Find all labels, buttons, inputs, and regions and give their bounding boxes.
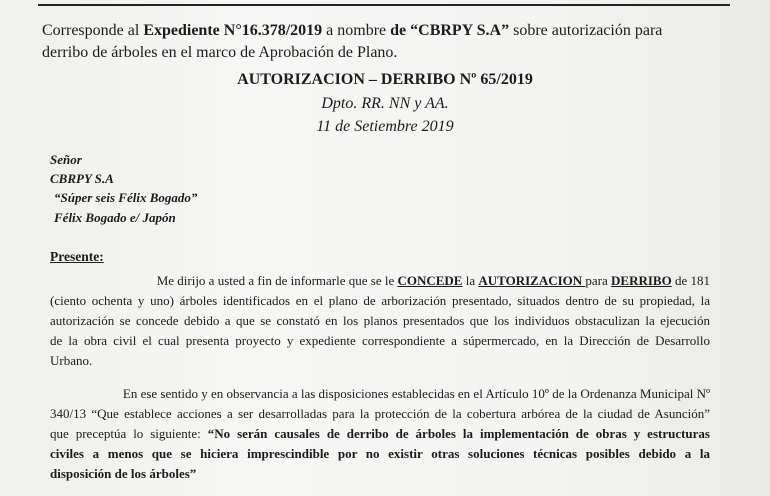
derribo-keyword: DERRIBO (611, 273, 672, 288)
address-line-3: “Súper seis Félix Bogado” (54, 190, 198, 205)
address-line-1: Señor (50, 152, 82, 167)
paragraph-text: para (585, 273, 612, 288)
subject-line-1 (42, 22, 662, 40)
paragraph-1-line-5: Urbano. (50, 353, 93, 368)
paragraph-1-line-2: (ciento ochenta y uno) árboles identificados en el plano de arborización presentado, situados dentro de su propiedad, la (50, 293, 710, 308)
address-line-4: Félix Bogado e/ Japón (54, 210, 176, 225)
company-name: de “CBRPY S.A” (390, 22, 510, 39)
subject-line-2: derribo de árboles en el marco de Aprobación de Plano. (42, 44, 398, 61)
subject-text: sobre autorización para (509, 22, 663, 39)
greeting: Presente: (50, 249, 104, 264)
paragraph-text: de 181 (671, 273, 710, 288)
paragraph-text: la (462, 273, 479, 288)
paragraph-2-line-2: 340/13 “Que establece acciones a ser desarrolladas para la protección de la cobertura arbórea de la ciudad de Asunción” (50, 406, 710, 421)
autorizacion-keyword: AUTORIZACION (478, 273, 586, 288)
paragraph-1-line-1 (108, 273, 710, 289)
paragraph-1-line-3: autorización se concede debido a que se constató en los planos presentados que los individuos obstaculizan la ejecución (50, 313, 710, 328)
expediente-number: Expediente N°16.378/2019 (143, 22, 323, 39)
document-title: AUTORIZACION – DERRIBO Nº 65/2019 (237, 71, 533, 88)
concede-keyword: CONCEDE (397, 273, 463, 288)
address-line-2: CBRPY S.A (50, 171, 114, 186)
subject-text: a nombre (322, 22, 391, 39)
paragraph-2-line-1: En ese sentido y en observancia a las disposiciones establecidas en el Artículo 10º de la Ordenanza Municipal Nº (122, 386, 710, 401)
top-rule (38, 4, 730, 6)
quoted-article: “No serán causales de derribo de árboles la implementación de obras y estructuras (207, 426, 710, 441)
department: Dpto. RR. NN y AA. (321, 95, 449, 112)
paragraph-2-line-4: civiles a menos que se hiciera imprescindible por no existir otras soluciones técnicas posibles debido a la (50, 446, 710, 461)
paragraph-2-line-3 (50, 426, 710, 442)
paragraph-text: Me dirijo a usted a fin de informarle que se le (156, 273, 398, 288)
subject-text: Corresponde al (42, 22, 144, 39)
paragraph-1-line-4: de la obra civil el cual presenta proyecto y expediente correspondiente a súpermercado, en la Dirección de Desarrollo (50, 333, 710, 348)
document-date: 11 de Setiembre 2019 (316, 118, 454, 135)
paragraph-2-line-5: disposición de los árboles” (50, 466, 197, 481)
paragraph-text: que preceptúa lo siguiente: (50, 426, 208, 441)
